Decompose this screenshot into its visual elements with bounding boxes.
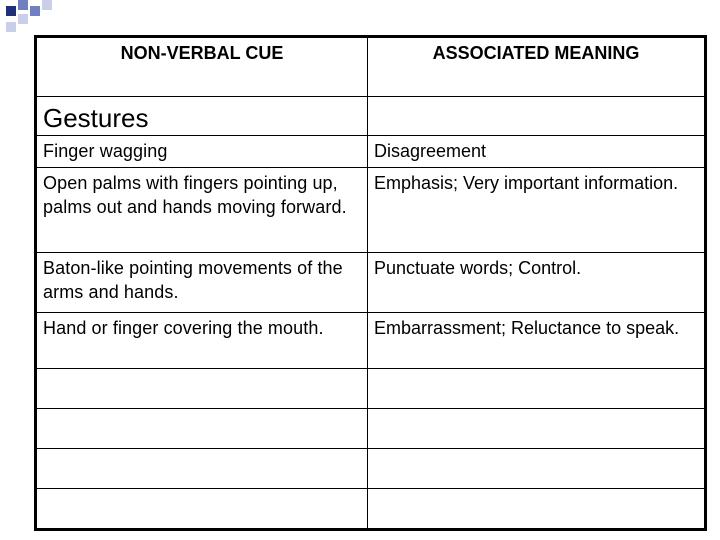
empty-cell xyxy=(36,449,368,489)
empty-row xyxy=(36,449,706,489)
header-nonverbal-cue: NON-VERBAL CUE xyxy=(36,37,368,97)
table-row xyxy=(36,313,706,369)
decor-square xyxy=(18,0,28,10)
decor-square xyxy=(30,6,40,16)
table-row xyxy=(36,168,706,253)
cue-cell: Finger wagging xyxy=(36,136,368,168)
meaning-cell: Punctuate words; Control. xyxy=(368,253,706,313)
decor-square xyxy=(6,22,16,32)
meaning-cell: Embarrassment; Reluctance to speak. xyxy=(368,313,706,369)
section-title-gestures: Gestures xyxy=(36,97,368,136)
cue-cell: Hand or finger covering the mouth. xyxy=(36,313,368,369)
empty-row xyxy=(36,489,706,530)
empty-row xyxy=(36,369,706,409)
empty-row xyxy=(36,409,706,449)
cue-cell: Open palms with fingers pointing up, palms out and hands moving forward. xyxy=(36,168,368,253)
table-header-row xyxy=(36,37,706,97)
empty-cell xyxy=(368,489,706,530)
empty-cell xyxy=(36,409,368,449)
table-row xyxy=(36,136,706,168)
table-row xyxy=(36,253,706,313)
cue-cell: Baton-like pointing movements of the arms and hands. xyxy=(36,253,368,313)
empty-cell xyxy=(36,489,368,530)
nonverbal-cues-table xyxy=(34,35,707,531)
slide-corner-decoration xyxy=(0,0,60,40)
empty-cell xyxy=(368,369,706,409)
header-associated-meaning: ASSOCIATED MEANING xyxy=(368,37,706,97)
empty-cell xyxy=(368,409,706,449)
empty-cell xyxy=(368,97,706,136)
section-row xyxy=(36,97,706,136)
empty-cell xyxy=(368,449,706,489)
decor-square xyxy=(6,6,16,16)
meaning-cell: Emphasis; Very important information. xyxy=(368,168,706,253)
empty-cell xyxy=(36,369,368,409)
decor-square xyxy=(18,14,28,24)
meaning-cell: Disagreement xyxy=(368,136,706,168)
decor-square xyxy=(42,0,52,10)
